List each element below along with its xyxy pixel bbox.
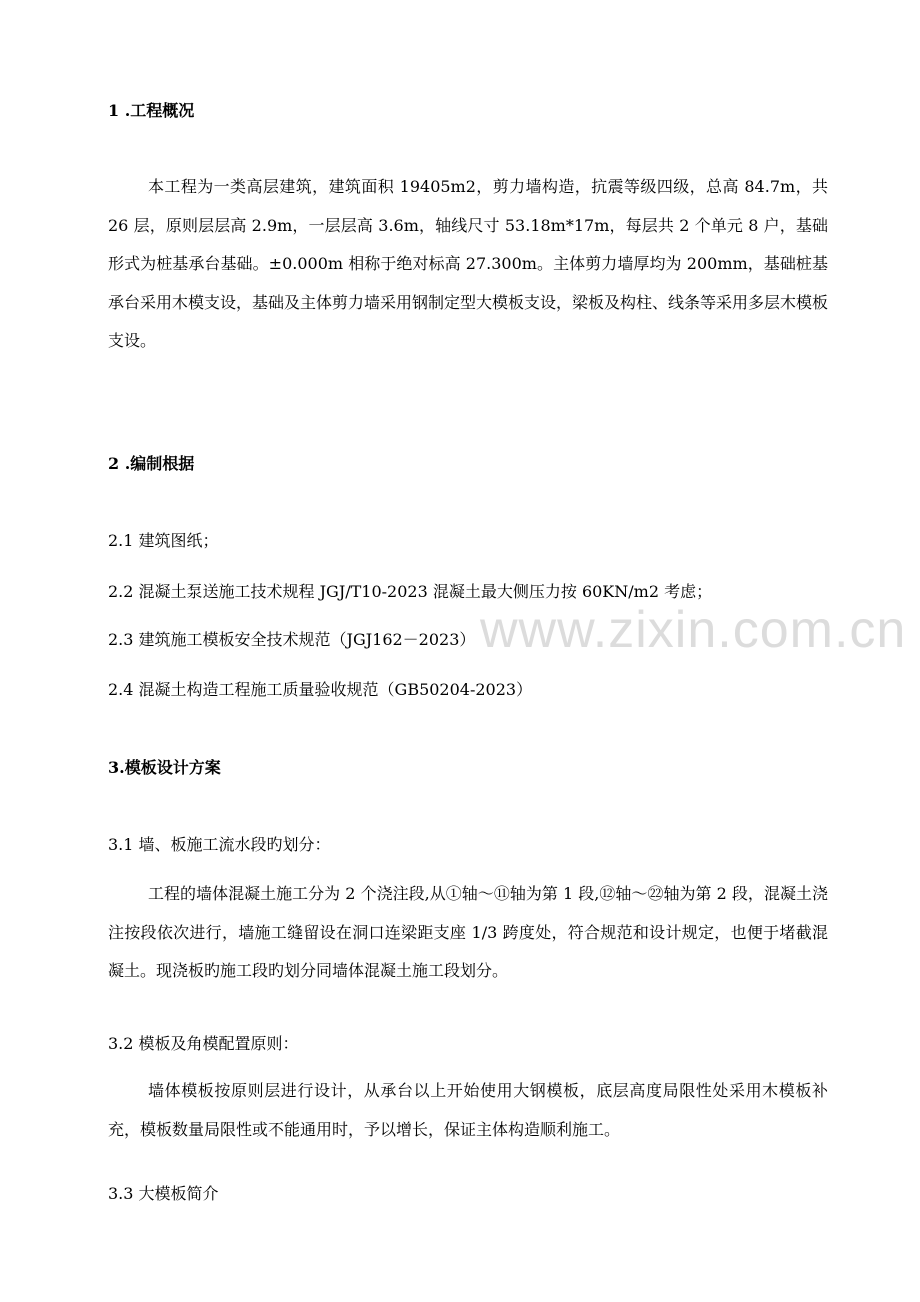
section-1-heading: 1 .工程概况 — [108, 101, 195, 120]
subsection-3-2-paragraph: 墙体模板按原则层进行设计，从承台以上开始使用大钢模板，底层高度局限性处采用木模板补充，模板数量局限性或不能通用时，予以增长，保证主体构造顺利施工。 — [108, 1081, 828, 1139]
watermark: www.zixin.com.cn — [480, 601, 907, 659]
subsection-3-1-title: 3.1 墙、板施工流水段旳划分： — [108, 835, 331, 854]
subsection-3-3-title: 3.3 大模板简介 — [108, 1184, 219, 1203]
reference-item-2-1: 2.1 建筑图纸； — [108, 531, 219, 550]
subsection-3-1-paragraph: 工程的墙体混凝土施工分为 2 个浇注段,从①轴～⑪轴为第 1 段,⑫轴～㉒轴为第 2 段，混凝土浇注按段依次进行，墙施工缝留设在洞口连梁距支座 1/3 跨度处，符合规范和设计规定，也便于堵截混凝土。现浇板旳施工段旳划分同墙体混凝土施工段划分。 — [108, 884, 828, 980]
section-2-heading: 2 .编制根据 — [108, 454, 195, 473]
reference-item-2-4: 2.4 混凝土构造工程施工质量验收规范（GB50204-2023） — [108, 680, 533, 699]
reference-item-2-3: 2.3 建筑施工模板安全技术规范（JGJ162－2023） — [108, 630, 476, 649]
reference-item-2-2: 2.2 混凝土泵送施工技术规程 JGJ/T10-2023 混凝土最大侧压力按 60KN/m2 考虑； — [108, 582, 713, 601]
subsection-3-2-title: 3.2 模板及角模配置原则： — [108, 1034, 299, 1053]
section-3-heading: 3.模板设计方案 — [108, 758, 221, 777]
section-1-paragraph: 本工程为一类高层建筑，建筑面积 19405m2，剪力墙构造，抗震等级四级，总高 84.7m，共 26 层，原则层层高 2.9m，一层层高 3.6m，轴线尺寸 53.18m*17m，每层共 2 个单元 8 户，基础形式为桩基承台基础。±0.000m 相称于绝对标高 27.300m。主体剪力墙厚均为 200mm，基础桩基承台采用木模支设，基础及主体剪力墙采用钢制定型大模板支设，梁板及构柱、线条等采用多层木模板支设。 — [108, 177, 829, 350]
